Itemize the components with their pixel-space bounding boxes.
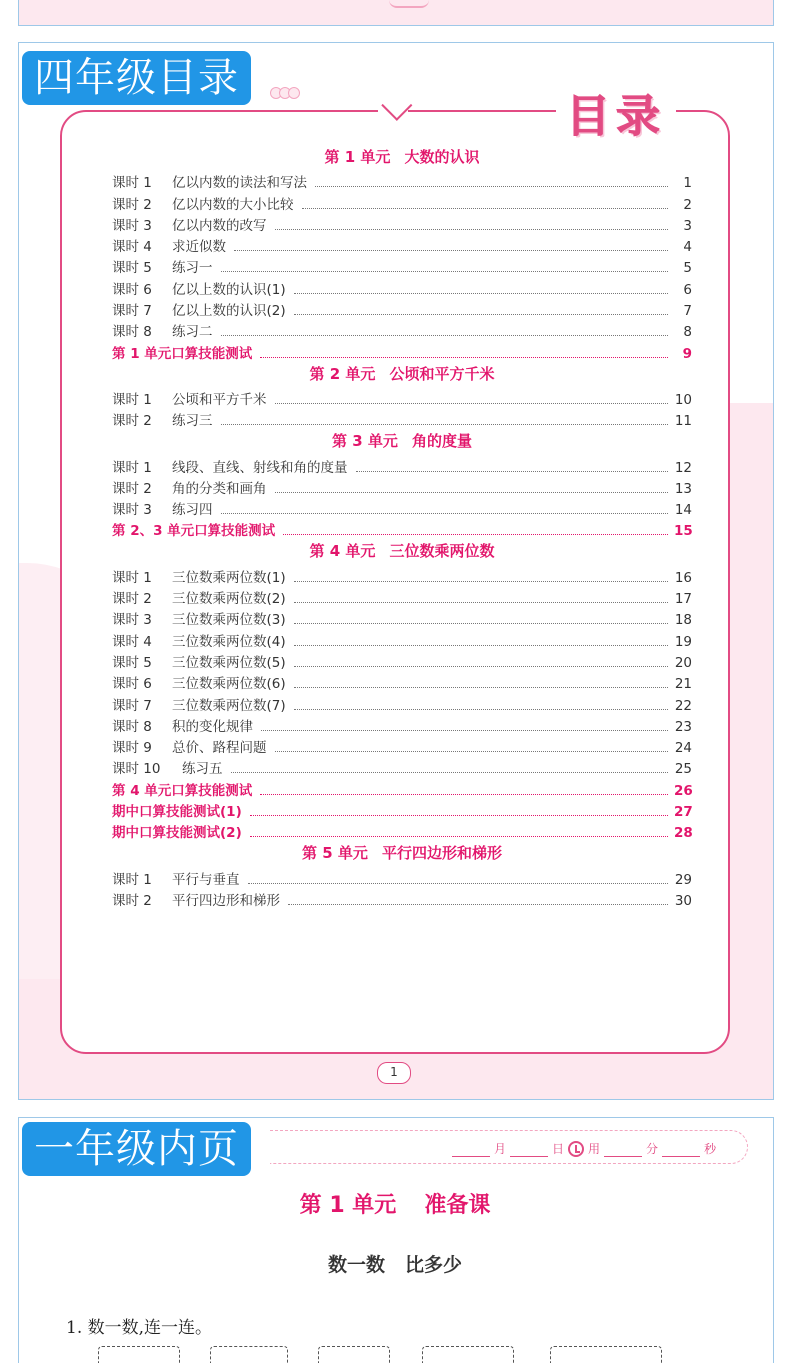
entry-title: 总价、路程问题	[172, 740, 267, 757]
entry-title: 三位数乘两位数(5)	[172, 654, 286, 671]
page-ref: 4	[683, 239, 692, 256]
leader-dots	[288, 904, 668, 905]
unit-number: 第 2 单元	[309, 364, 376, 383]
leader-dots	[294, 687, 668, 688]
toc-entry[interactable]	[112, 651, 692, 672]
page-ref: 8	[683, 324, 692, 341]
entry-title: 亿以上数的认识(2)	[172, 303, 286, 320]
entry-title: 积的变化规律	[172, 718, 253, 735]
leader-dots	[294, 581, 668, 582]
toc-entry[interactable]	[112, 757, 692, 778]
entry-title: 第 1 单元口算技能测试	[112, 345, 253, 362]
lesson-number: 课时 1	[112, 391, 152, 408]
toc-entry[interactable]	[112, 477, 692, 498]
inner-subtitle	[0, 1250, 790, 1277]
lesson-number: 课时 6	[112, 281, 152, 298]
lesson-number: 课时 3	[112, 502, 152, 519]
entry-title: 亿以内数的改写	[172, 217, 267, 234]
toc-entry[interactable]	[112, 715, 692, 736]
toc-entry[interactable]	[112, 235, 692, 256]
picture-boxes	[98, 1346, 678, 1363]
toc-entry[interactable]	[112, 171, 692, 192]
toc-entry[interactable]	[112, 565, 692, 586]
leader-dots	[275, 492, 669, 493]
leader-dots	[250, 815, 668, 816]
unit-heading	[112, 430, 692, 455]
page-number: 1	[377, 1062, 411, 1084]
leader-dots	[275, 751, 669, 752]
toc-entry[interactable]	[112, 736, 692, 757]
toc-entry[interactable]	[112, 299, 692, 320]
day-label: 日	[552, 1142, 565, 1156]
use-label: 用	[588, 1142, 601, 1156]
page-ref: 29	[674, 871, 692, 888]
table-of-contents	[112, 146, 692, 910]
leader-dots	[294, 602, 668, 603]
lesson-number: 课时 6	[112, 676, 152, 693]
entry-title: 第 4 单元口算技能测试	[112, 782, 253, 799]
lesson-number: 课时 3	[112, 217, 152, 234]
entry-title: 公顷和平方千米	[172, 391, 267, 408]
page-ref: 7	[683, 303, 692, 320]
lesson-number: 课时 8	[112, 324, 152, 341]
unit-heading	[112, 842, 692, 867]
page-ref: 20	[674, 654, 692, 671]
entry-title: 平行与垂直	[172, 871, 240, 888]
leader-dots	[315, 186, 668, 187]
picture-box	[98, 1346, 180, 1363]
date-fields	[448, 1137, 716, 1157]
entry-title: 亿以内数的读法和写法	[172, 175, 307, 192]
lesson-number: 课时 5	[112, 260, 152, 277]
section-label-grade4: 四年级目录	[22, 51, 251, 105]
page-ref: 26	[674, 782, 693, 799]
toc-entry[interactable]	[112, 608, 692, 629]
unit-number: 第 1 单元	[324, 148, 391, 166]
page-ref: 14	[674, 502, 692, 519]
lesson-number: 课时 1	[112, 871, 152, 888]
page-ref: 15	[674, 523, 693, 540]
leader-dots	[294, 666, 668, 667]
lesson-number: 课时 5	[112, 654, 152, 671]
entry-title: 三位数乘两位数(1)	[172, 569, 286, 586]
lesson-number: 课时 8	[112, 718, 152, 735]
leader-dots	[294, 623, 668, 624]
toc-test-entry[interactable]	[112, 800, 692, 821]
lesson-number: 课时 7	[112, 303, 152, 320]
page-ref: 3	[683, 217, 692, 234]
unit-name: 角的度量	[411, 432, 472, 451]
toc-entry[interactable]	[112, 455, 692, 476]
toc-test-entry[interactable]	[112, 519, 692, 540]
toc-entry[interactable]	[112, 498, 692, 519]
inner-unit-heading	[0, 1188, 790, 1219]
unit-number: 第 4 单元	[309, 542, 376, 561]
unit-number: 第 5 单元	[302, 844, 368, 863]
leader-dots	[234, 250, 668, 251]
entry-title: 练习二	[172, 324, 213, 341]
page-ref: 28	[674, 825, 693, 842]
leader-dots	[221, 335, 669, 336]
toc-entry[interactable]	[112, 192, 692, 213]
page-ref: 12	[674, 459, 692, 476]
lesson-number: 课时 9	[112, 740, 152, 757]
toc-entry[interactable]	[112, 867, 692, 888]
flower-decor-icon	[270, 84, 320, 104]
leader-dots	[260, 794, 668, 795]
toc-entry[interactable]	[112, 277, 692, 298]
entry-title: 第 2、3 单元口算技能测试	[112, 523, 276, 540]
page-ref: 24	[674, 740, 692, 757]
entry-title: 练习一	[172, 260, 213, 277]
leader-dots	[356, 471, 669, 472]
entry-title: 平行四边形和梯形	[172, 892, 280, 909]
toc-entry[interactable]	[112, 256, 692, 277]
toc-entry[interactable]	[112, 320, 692, 341]
page-ref: 10	[674, 391, 692, 408]
lesson-number: 课时 1	[112, 569, 152, 586]
frame-notch	[378, 102, 408, 120]
leader-dots	[294, 314, 668, 315]
entry-title: 三位数乘两位数(4)	[172, 633, 286, 650]
entry-title: 练习三	[172, 413, 213, 430]
lesson-number: 课时 2	[112, 196, 152, 213]
minute-label: 分	[646, 1142, 659, 1156]
toc-entry[interactable]	[112, 693, 692, 714]
page-ref: 2	[683, 196, 692, 213]
toc-entry[interactable]	[112, 587, 692, 608]
leader-dots	[250, 836, 668, 837]
leader-dots	[283, 534, 668, 535]
leader-dots	[261, 730, 668, 731]
leader-dots	[275, 403, 669, 404]
lesson-number: 课时 1	[112, 459, 152, 476]
picture-box	[422, 1346, 514, 1363]
lesson-number: 课时 2	[112, 591, 152, 608]
entry-title: 三位数乘两位数(2)	[172, 591, 286, 608]
page-ref: 17	[674, 591, 692, 608]
month-blank[interactable]	[452, 1143, 490, 1157]
second-label: 秒	[704, 1142, 717, 1156]
page-ref: 9	[682, 345, 692, 362]
lesson-number: 课时 3	[112, 612, 152, 629]
page-ref: 23	[674, 718, 692, 735]
toc-entry[interactable]	[112, 889, 692, 910]
leader-dots	[294, 293, 668, 294]
lesson-number: 课时 2	[112, 480, 152, 497]
decor-swirl	[389, 0, 429, 8]
picture-box	[210, 1346, 288, 1363]
second-blank[interactable]	[662, 1143, 700, 1157]
unit-name: 平行四边形和梯形	[381, 844, 502, 863]
unit-number: 第 3 单元	[332, 432, 398, 451]
page-ref: 18	[674, 612, 692, 629]
leader-dots	[260, 357, 668, 358]
entry-title: 三位数乘两位数(7)	[172, 697, 286, 714]
page-ref: 1	[683, 175, 692, 192]
entry-title: 亿以内数的大小比较	[172, 196, 294, 213]
lesson-number: 课时 7	[112, 697, 152, 714]
page-ref: 6	[683, 281, 692, 298]
unit-heading	[112, 146, 692, 171]
page-ref: 11	[674, 413, 692, 430]
day-blank[interactable]	[510, 1143, 548, 1157]
lesson-number: 课时 10	[112, 761, 161, 778]
toc-test-entry[interactable]	[112, 341, 692, 362]
page-ref: 19	[674, 633, 692, 650]
entry-title: 求近似数	[172, 239, 226, 256]
picture-box	[318, 1346, 390, 1363]
question-1: 1. 数一数,连一连。	[66, 1318, 213, 1338]
toc-entry[interactable]	[112, 214, 692, 235]
entry-title: 亿以上数的认识(1)	[172, 281, 286, 298]
subtitle-compare: 比多少	[405, 1254, 463, 1276]
lesson-number: 课时 4	[112, 239, 152, 256]
leader-dots	[248, 883, 669, 884]
unit-heading	[112, 540, 692, 565]
leader-dots	[275, 229, 669, 230]
page-ref: 5	[683, 260, 692, 277]
entry-title: 练习四	[172, 502, 213, 519]
toc-entry[interactable]	[112, 672, 692, 693]
leader-dots	[221, 513, 669, 514]
entry-title: 期中口算技能测试(1)	[112, 804, 242, 821]
lesson-number: 课时 4	[112, 633, 152, 650]
leader-dots	[221, 271, 669, 272]
toc-title: 目录	[556, 80, 676, 144]
unit-name: 三位数乘两位数	[389, 542, 495, 561]
toc-test-entry[interactable]	[112, 778, 692, 799]
previous-page-strip	[18, 0, 774, 26]
entry-title: 三位数乘两位数(6)	[172, 676, 286, 693]
page-ref: 16	[674, 569, 692, 586]
unit-name: 大数的认识	[404, 148, 480, 166]
entry-title: 练习五	[182, 761, 223, 778]
page-ref: 21	[674, 676, 692, 693]
entry-title: 三位数乘两位数(3)	[172, 612, 286, 629]
leader-dots	[294, 709, 668, 710]
inner-unit-name: 准备课	[424, 1193, 491, 1218]
toc-entry[interactable]	[112, 629, 692, 650]
entry-title: 角的分类和画角	[172, 480, 267, 497]
section-label-grade1: 一年级内页	[22, 1122, 251, 1176]
subtitle-count: 数一数	[327, 1254, 385, 1276]
page-ref: 27	[674, 804, 693, 821]
leader-dots	[231, 772, 669, 773]
toc-entry[interactable]	[112, 388, 692, 409]
inner-unit-number: 第 1 单元	[299, 1193, 397, 1218]
picture-box	[550, 1346, 662, 1363]
toc-test-entry[interactable]	[112, 821, 692, 842]
leader-dots	[302, 208, 669, 209]
entry-title: 期中口算技能测试(2)	[112, 825, 242, 842]
toc-entry[interactable]	[112, 409, 692, 430]
page-ref: 13	[674, 480, 692, 497]
page-ref: 22	[674, 697, 692, 714]
unit-heading	[112, 363, 692, 388]
leader-dots	[294, 645, 668, 646]
lesson-number: 课时 2	[112, 413, 152, 430]
stopwatch-icon	[568, 1141, 584, 1157]
minute-blank[interactable]	[604, 1143, 642, 1157]
lesson-number: 课时 2	[112, 892, 152, 909]
unit-name: 公顷和平方千米	[389, 364, 495, 383]
page-ref: 25	[674, 761, 692, 778]
leader-dots	[221, 424, 669, 425]
page-ref: 30	[674, 892, 692, 909]
lesson-number: 课时 1	[112, 175, 152, 192]
month-label: 月	[494, 1142, 507, 1156]
entry-title: 线段、直线、射线和角的度量	[172, 459, 348, 476]
